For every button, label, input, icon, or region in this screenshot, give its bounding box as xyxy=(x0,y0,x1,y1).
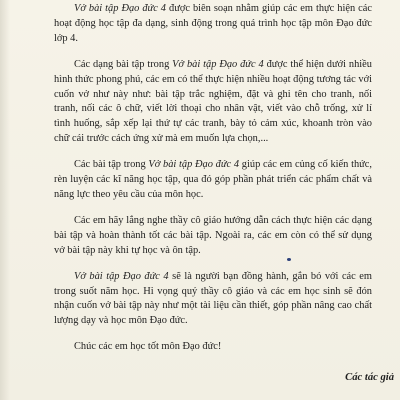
paragraph-companion xyxy=(54,270,372,330)
paragraph-guidance xyxy=(54,214,372,259)
paragraph-text: được thể hiện dưới nhiều hình thức phong phú, các em có thể thực hiện nhiều hoạt động tương tác với cuốn vở như này như: bài tập trắc nghiệm, đặt và ghi tên cho tranh, nối tranh, nối các ô chữ, viết lời thoại cho nhân vật, viết vào chỗ trống, xử lí tình huống, sắp xếp lại thứ tự các tranh, bày tỏ cảm xúc, khoanh tròn vào chữ cái trước cách ứng xử mà em muốn lựa chọn,... xyxy=(54,58,372,145)
author-signature: Các tác giả xyxy=(345,372,394,383)
book-title: Vở bài tập Đạo đức 4 xyxy=(148,159,240,171)
book-title: Vở bài tập Đạo đức 4 xyxy=(172,58,264,70)
page-binding-shadow xyxy=(0,0,10,400)
paragraph-intro xyxy=(54,2,372,47)
book-title: Vở bài tập Đạo đức 4 xyxy=(74,270,169,282)
paragraph-text-lead: Các dạng bài tập trong xyxy=(74,58,173,70)
paragraph-text: Chúc các em học tốt môn Đạo đức! xyxy=(74,341,222,353)
paragraph-exercise-types xyxy=(54,58,372,147)
paragraph-benefits xyxy=(54,158,372,203)
ink-dot-mark xyxy=(287,258,291,261)
paragraph-text-lead: Các bài tập trong xyxy=(74,159,149,171)
paragraph-text: được biên soạn nhằm giúp các em thực hiện các hoạt động học tập đa dạng, sinh động trong quá trình học tập môn Đạo đức lớp 4. xyxy=(54,3,373,44)
book-title: Vở bài tập Đạo đức 4 xyxy=(74,3,167,14)
paragraph-text: Các em hãy lắng nghe thầy cô giáo hướng dẫn cách thực hiện các dạng bài tập và hoàn thành tốt các bài tập. Ngoài ra, các em còn có thể sử dụng vở bài tập này khi tự học và ôn tập. xyxy=(54,214,372,256)
foreword-text xyxy=(54,2,372,355)
paragraph-wishes xyxy=(54,340,372,355)
paragraph-text: giúp các em củng cố kiến thức, rèn luyện các kĩ năng học tập, qua đó góp phần phát triển các phẩm chất và năng lực theo yêu cầu của môn học. xyxy=(54,159,373,200)
paragraph-text: sẽ là người bạn đồng hành, gắn bó với các em trong suốt năm học. Hi vọng quý thầy cô giáo và các em học sinh sẽ đón nhận cuốn vở bài tập này như một tài liệu cần thiết, góp phần nâng cao chất lượng dạy và học môn Đạo đức. xyxy=(54,270,372,327)
